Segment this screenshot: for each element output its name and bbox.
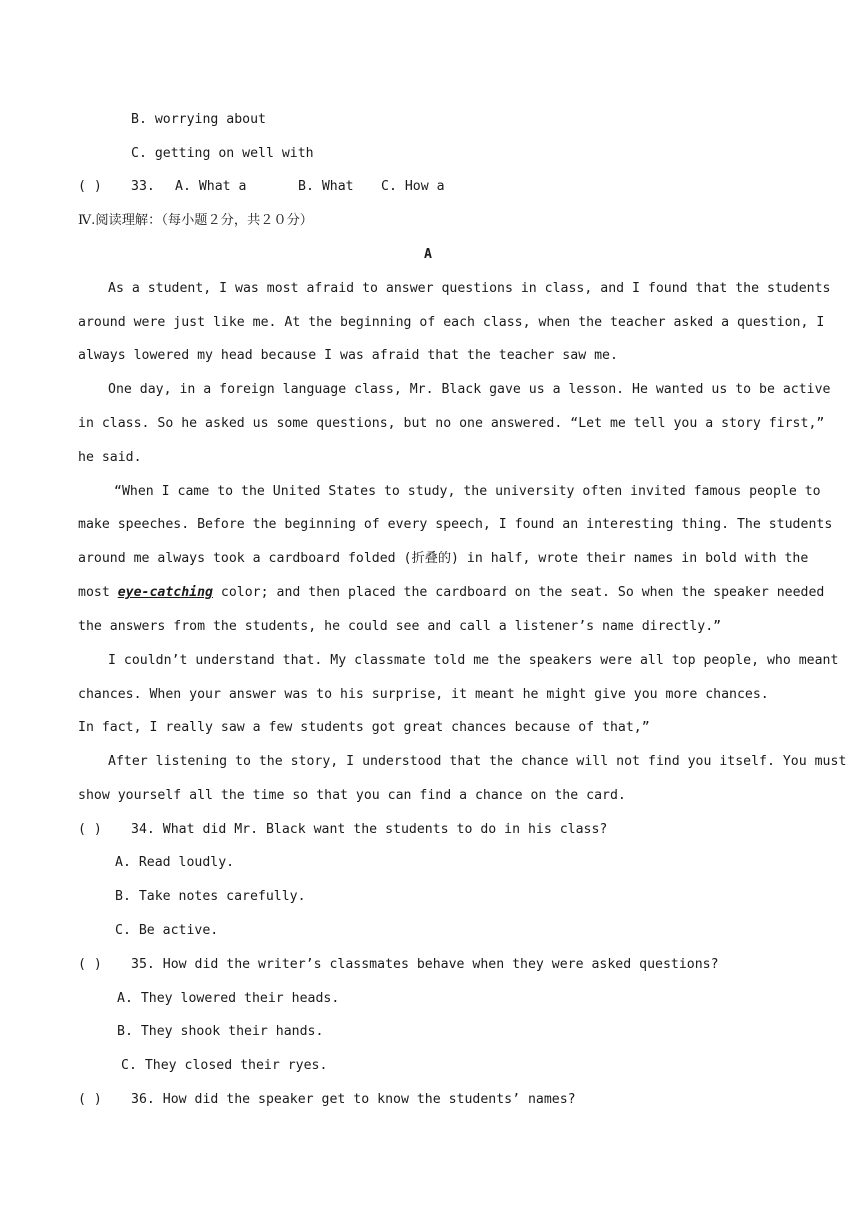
q33-option-b: B. What: [298, 179, 354, 194]
passage-text: [78, 584, 213, 602]
q34-stem: 34. What did Mr. Black want the students to do in his class?: [131, 822, 608, 837]
passage-label: A: [424, 247, 432, 262]
q36-stem: 36. How did the speaker get to know the students’ names?: [131, 1092, 576, 1107]
q33-option-c: C. How a: [381, 179, 445, 194]
q34-option-c: C. Be active.: [115, 923, 219, 938]
passage-line: around were just like me. At the beginning of each class, when the teacher asked a question, I: [78, 315, 825, 330]
passage-line: I couldn’t understand that. My classmate told me the speakers were all top people, who meant: [108, 653, 839, 668]
q32-option-c: C. getting on well with: [131, 146, 314, 161]
passage-text-pre: most: [78, 585, 118, 600]
q34-option-b: B. Take notes carefully.: [115, 889, 306, 904]
passage-line: he said.: [78, 450, 142, 465]
vocabulary-keyword: eye-catching: [117, 585, 213, 600]
passage-line: chances. When your answer was to his surprise, it meant he might give you more chances.: [78, 687, 769, 702]
passage-text-post: color; and then placed the cardboard on the seat. So when the speaker needed: [212, 585, 825, 600]
q35-option-b: B. They shook their hands.: [117, 1024, 324, 1039]
passage-line: One day, in a foreign language class, Mr. Black gave us a lesson. He wanted us to be active: [108, 382, 831, 397]
passage-line: the answers from the students, he could see and call a listener’s name directly.”: [78, 619, 722, 634]
q33-number: 33.: [131, 179, 155, 194]
passage-line: [78, 584, 825, 602]
passage-line: around me always took a cardboard folded (折叠的) in half, wrote their names in bold with the: [78, 551, 809, 566]
q35-option-c: C. They closed their ryes.: [121, 1058, 328, 1073]
section-heading: Ⅳ.阅读理解：（每小题２分，共２０分）: [78, 213, 313, 228]
passage-line: As a student, I was most afraid to answer questions in class, and I found that the students: [108, 281, 831, 296]
passage-line: “When I came to the United States to study, the university often invited famous people to: [114, 484, 821, 499]
q36-answer-blank: ( ): [78, 1092, 102, 1107]
q33-option-a: A. What a: [175, 179, 247, 194]
passage-line: In fact, I really saw a few students got great chances because of that,”: [78, 720, 650, 735]
q33-answer-blank: ( ): [78, 179, 102, 194]
passage-line: in class. So he asked us some questions, but no one answered. “Let me tell you a story first,”: [78, 416, 825, 431]
passage-line: After listening to the story, I understood that the chance will not find you itself. You must: [108, 754, 847, 769]
q35-option-a: A. They lowered their heads.: [117, 991, 340, 1006]
q35-answer-blank: ( ): [78, 957, 102, 972]
q32-option-b: B. worrying about: [131, 112, 266, 127]
passage-line: make speeches. Before the beginning of every speech, I found an interesting thing. The students: [78, 517, 833, 532]
passage-line: show yourself all the time so that you can find a chance on the card.: [78, 788, 626, 803]
q35-stem: 35. How did the writer’s classmates behave when they were asked questions?: [131, 957, 719, 972]
q34-option-a: A. Read loudly.: [115, 855, 235, 870]
q34-answer-blank: ( ): [78, 822, 102, 837]
passage-line: always lowered my head because I was afraid that the teacher saw me.: [78, 348, 618, 363]
